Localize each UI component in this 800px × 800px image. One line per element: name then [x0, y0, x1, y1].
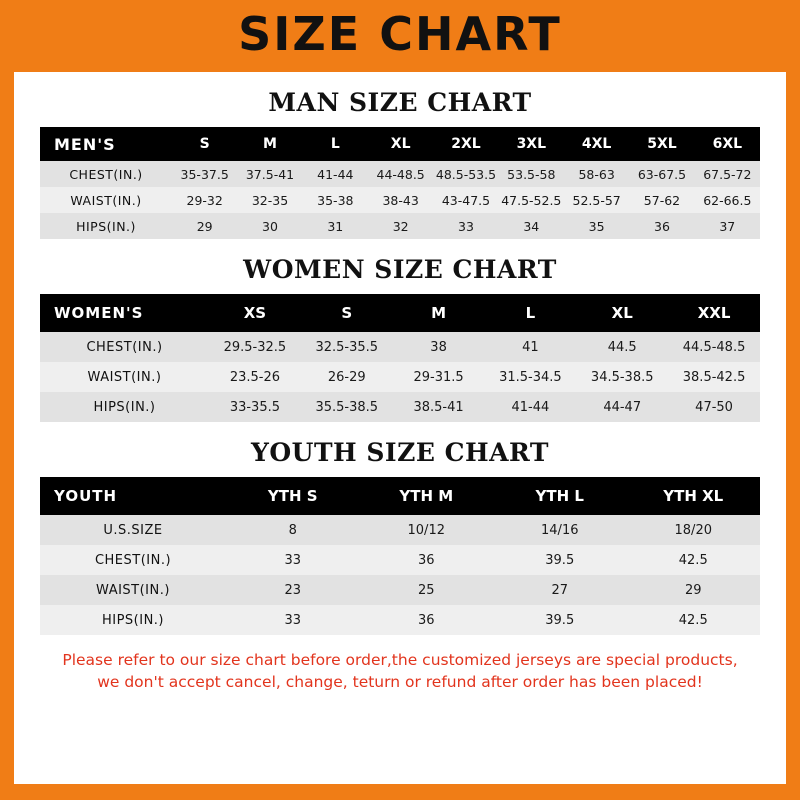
women-header-cell-5: XL: [576, 294, 668, 332]
youth-row-0-label: U.S.SIZE: [40, 515, 226, 545]
men-header-cell-5: 2XL: [433, 127, 498, 161]
women-row-2-cell-0: 33-35.5: [209, 392, 301, 422]
men-row-0-cell-2: 41-44: [303, 161, 368, 187]
youth-table-head: [40, 477, 760, 515]
men-header-cell-9: 6XL: [695, 127, 760, 161]
women-row-2-cell-2: 38.5-41: [393, 392, 485, 422]
men-row-0-cell-5: 53.5-58: [499, 161, 564, 187]
youth-row-0-cell-0: 8: [226, 515, 360, 545]
men-row-1-cell-1: 32-35: [237, 187, 302, 213]
table-header-row: [40, 127, 760, 161]
youth-table-body: [40, 515, 760, 635]
men-row-2-cell-2: 31: [303, 213, 368, 239]
women-row-2-cell-5: 47-50: [668, 392, 760, 422]
men-row-1-cell-6: 52.5-57: [564, 187, 629, 213]
women-table-head: [40, 294, 760, 332]
men-header-cell-2: M: [237, 127, 302, 161]
women-row-0-cell-2: 38: [393, 332, 485, 362]
order-notice: [30, 649, 770, 694]
women-row-2-label: HIPS(IN.): [40, 392, 209, 422]
youth-row-2-cell-3: 29: [627, 575, 761, 605]
table-row: [40, 545, 760, 575]
women-size-table: [40, 294, 760, 422]
table-row: [40, 332, 760, 362]
men-row-0-cell-0: 35-37.5: [172, 161, 237, 187]
order-notice-line-1: Please refer to our size chart before order,the customized jerseys are special products,: [62, 651, 738, 669]
men-row-1-cell-7: 57-62: [629, 187, 694, 213]
women-row-0-cell-4: 44.5: [576, 332, 668, 362]
table-row: [40, 213, 760, 239]
men-row-2-cell-7: 36: [629, 213, 694, 239]
men-row-1-cell-2: 35-38: [303, 187, 368, 213]
men-row-0-cell-7: 63-67.5: [629, 161, 694, 187]
women-header-cell-0: WOMEN'S: [40, 294, 209, 332]
men-row-1-cell-8: 62-66.5: [695, 187, 760, 213]
table-row: [40, 362, 760, 392]
women-row-2-cell-3: 41-44: [484, 392, 576, 422]
women-row-2-cell-1: 35.5-38.5: [301, 392, 393, 422]
youth-row-1-cell-3: 42.5: [627, 545, 761, 575]
youth-header-cell-2: YTH M: [360, 477, 494, 515]
men-header-cell-0: MEN'S: [40, 127, 172, 161]
women-row-1-label: WAIST(IN.): [40, 362, 209, 392]
women-row-1-cell-1: 26-29: [301, 362, 393, 392]
men-row-2-cell-0: 29: [172, 213, 237, 239]
youth-header-cell-4: YTH XL: [627, 477, 761, 515]
table-row: [40, 605, 760, 635]
footer-band: [0, 784, 800, 800]
table-row: [40, 515, 760, 545]
women-row-1-cell-0: 23.5-26: [209, 362, 301, 392]
men-row-2-cell-8: 37: [695, 213, 760, 239]
men-row-2-label: HIPS(IN.): [40, 213, 172, 239]
women-header-cell-2: S: [301, 294, 393, 332]
men-row-1-cell-0: 29-32: [172, 187, 237, 213]
youth-row-2-cell-2: 27: [493, 575, 627, 605]
order-notice-line-2: we don't accept cancel, change, teturn or refund after order has been placed!: [97, 673, 703, 692]
youth-row-0-cell-3: 18/20: [627, 515, 761, 545]
women-header-cell-1: XS: [209, 294, 301, 332]
men-row-2-cell-6: 35: [564, 213, 629, 239]
youth-row-2-label: WAIST(IN.): [40, 575, 226, 605]
men-row-2-cell-5: 34: [499, 213, 564, 239]
women-header-cell-4: L: [484, 294, 576, 332]
youth-section-title: YOUTH SIZE CHART: [251, 438, 549, 467]
men-header-cell-1: S: [172, 127, 237, 161]
men-header-cell-6: 3XL: [499, 127, 564, 161]
youth-row-3-label: HIPS(IN.): [40, 605, 226, 635]
men-row-0-label: CHEST(IN.): [40, 161, 172, 187]
women-row-0-cell-5: 44.5-48.5: [668, 332, 760, 362]
men-row-1-cell-5: 47.5-52.5: [499, 187, 564, 213]
women-row-1-cell-4: 34.5-38.5: [576, 362, 668, 392]
youth-size-table: [40, 477, 760, 635]
men-row-2-cell-1: 30: [237, 213, 302, 239]
youth-row-3-cell-0: 33: [226, 605, 360, 635]
men-size-section: [14, 88, 786, 239]
men-row-0-cell-1: 37.5-41: [237, 161, 302, 187]
men-row-0-cell-3: 44-48.5: [368, 161, 433, 187]
women-table-body: [40, 332, 760, 422]
youth-header-cell-0: YOUTH: [40, 477, 226, 515]
header-band: [0, 0, 800, 72]
men-row-1-cell-3: 38-43: [368, 187, 433, 213]
women-section-title: WOMEN SIZE CHART: [243, 255, 557, 284]
women-size-section: [14, 255, 786, 422]
youth-row-2-cell-0: 23: [226, 575, 360, 605]
women-row-1-cell-2: 29-31.5: [393, 362, 485, 392]
table-row: [40, 575, 760, 605]
youth-row-1-cell-1: 36: [360, 545, 494, 575]
youth-row-0-cell-2: 14/16: [493, 515, 627, 545]
men-header-cell-3: L: [303, 127, 368, 161]
women-row-1-cell-3: 31.5-34.5: [484, 362, 576, 392]
youth-row-3-cell-1: 36: [360, 605, 494, 635]
table-row: [40, 161, 760, 187]
youth-row-3-cell-2: 39.5: [493, 605, 627, 635]
men-size-table: [40, 127, 760, 239]
youth-row-1-cell-2: 39.5: [493, 545, 627, 575]
table-header-row: [40, 477, 760, 515]
women-row-0-cell-3: 41: [484, 332, 576, 362]
women-row-2-cell-4: 44-47: [576, 392, 668, 422]
youth-header-cell-3: YTH L: [493, 477, 627, 515]
women-row-0-label: CHEST(IN.): [40, 332, 209, 362]
men-row-0-cell-8: 67.5-72: [695, 161, 760, 187]
men-row-2-cell-3: 32: [368, 213, 433, 239]
women-row-0-cell-0: 29.5-32.5: [209, 332, 301, 362]
youth-row-2-cell-1: 25: [360, 575, 494, 605]
youth-row-1-label: CHEST(IN.): [40, 545, 226, 575]
men-row-0-cell-6: 58-63: [564, 161, 629, 187]
men-row-0-cell-4: 48.5-53.5: [433, 161, 498, 187]
youth-row-3-cell-3: 42.5: [627, 605, 761, 635]
table-row: [40, 187, 760, 213]
men-section-title: MAN SIZE CHART: [268, 88, 532, 117]
men-row-1-cell-4: 43-47.5: [433, 187, 498, 213]
men-header-cell-7: 4XL: [564, 127, 629, 161]
men-table-body: [40, 161, 760, 239]
women-header-cell-3: M: [393, 294, 485, 332]
table-header-row: [40, 294, 760, 332]
women-header-cell-6: XXL: [668, 294, 760, 332]
men-row-2-cell-4: 33: [433, 213, 498, 239]
page-title: SIZE CHART: [238, 7, 562, 61]
youth-header-cell-1: YTH S: [226, 477, 360, 515]
men-table-head: [40, 127, 760, 161]
table-row: [40, 392, 760, 422]
men-header-cell-4: XL: [368, 127, 433, 161]
men-header-cell-8: 5XL: [629, 127, 694, 161]
men-row-1-label: WAIST(IN.): [40, 187, 172, 213]
youth-row-0-cell-1: 10/12: [360, 515, 494, 545]
youth-size-section: [14, 438, 786, 635]
women-row-1-cell-5: 38.5-42.5: [668, 362, 760, 392]
youth-row-1-cell-0: 33: [226, 545, 360, 575]
women-row-0-cell-1: 32.5-35.5: [301, 332, 393, 362]
